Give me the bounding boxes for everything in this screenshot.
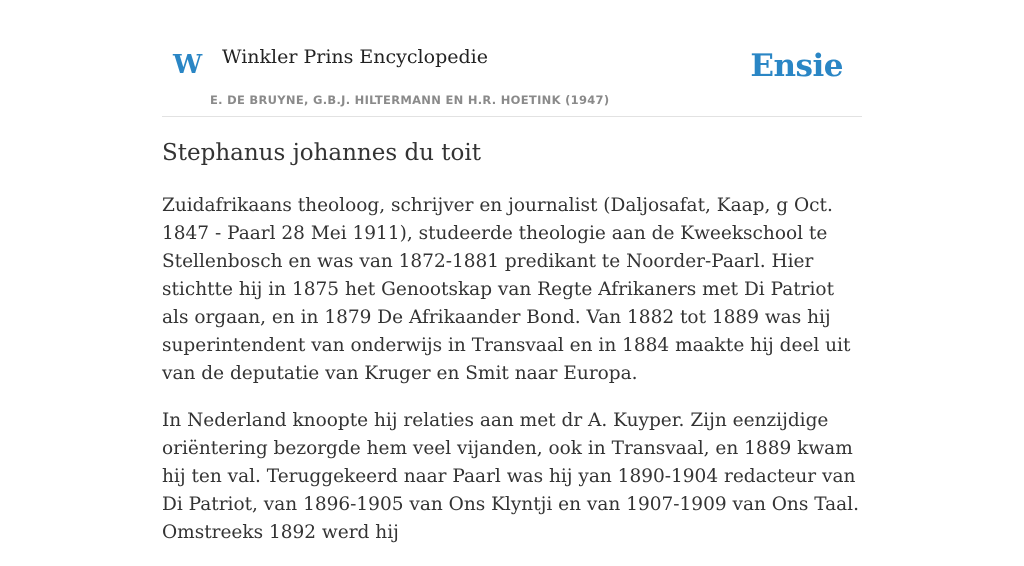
header bbox=[162, 0, 862, 117]
article-body bbox=[162, 192, 862, 566]
source-authors: E. DE BRUYNE, G.B.J. HILTERMANN EN H.R. HOETINK (1947) bbox=[210, 93, 610, 107]
source-title[interactable]: Winkler Prins Encyclopedie bbox=[222, 46, 488, 68]
page bbox=[162, 0, 862, 543]
source-logo[interactable]: W bbox=[173, 50, 203, 80]
brand-logo[interactable]: Ensie bbox=[750, 48, 843, 84]
article-paragraph: Zuidafrikaans theoloog, schrijver en journalist (Daljosafat, Kaap, g Oct. 1847 - Paarl 28 Mei 1911), studeerde theologie aan de Kweekschool te Stellenbosch en was van 1872-1881 predikant te Noorder-Paarl. Hier stichtte hij in 1875 het Genootskap van Regte Afrikaners met Di Patriot als orgaan, en in 1879 De Afrikaander Bond. Van 1882 tot 1889 was hij superintendent van onderwijs in Transvaal en in 1884 maakte hij deel uit van de deputatie van Kruger en Smit naar Europa. bbox=[162, 195, 851, 384]
article-paragraph: In Nederland knoopte hij relaties aan met dr A. Kuyper. Zijn eenzijdige oriëntering bezorgde hem veel vijanden, ook in Transvaal, en 1889 kwam hij ten val. Teruggekeerd naar Paarl was hij yan 1890-1904 redacteur van Di Patriot, van 1896-1905 van Ons Klyntji en van 1907-1909 van Ons Taal. Omstreeks 1892 werd hij bbox=[162, 410, 859, 543]
article-title: Stephanus johannes du toit bbox=[162, 140, 481, 166]
